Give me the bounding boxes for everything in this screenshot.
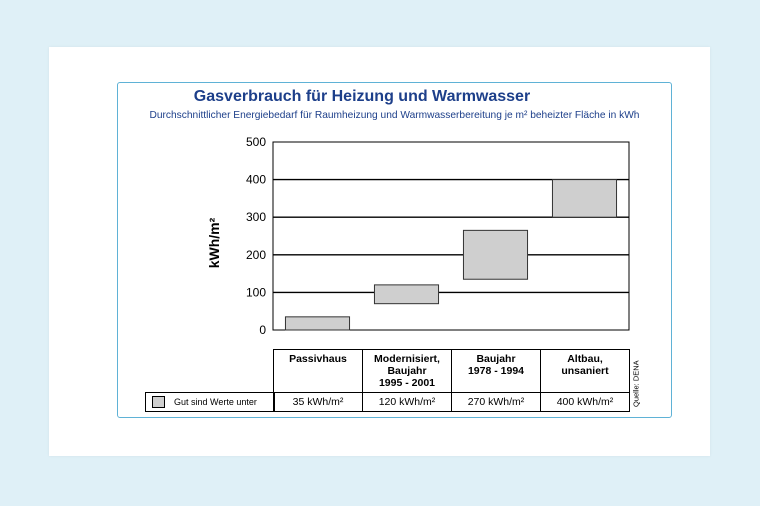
legend-cell [145, 392, 275, 412]
chart-subtitle: Durchschnittlicher Energiebedarf für Raumheizung und Warmwasserbereitung je m² beheizter Fläche in kWh [149, 110, 640, 121]
range-bar [552, 180, 616, 218]
chart-grid [273, 142, 629, 330]
plot-border [273, 142, 629, 330]
y-tick-label: 0 [259, 323, 266, 337]
range-bar [285, 317, 349, 330]
y-tick-label: 100 [245, 285, 266, 300]
y-axis-label: kWh/m² [206, 217, 222, 269]
category-cell: Modernisiert, Baujahr 1995 - 2001 [362, 349, 452, 393]
y-tick-label: 200 [245, 247, 266, 262]
y-axis-ticks [246, 135, 266, 337]
y-tick-label: 400 [245, 172, 266, 187]
good-value-cell: 35 kWh/m² [273, 392, 363, 412]
category-cell: Passivhaus [273, 349, 363, 393]
range-bar [463, 230, 527, 279]
category-cell: Altbau, unsaniert [540, 349, 630, 393]
category-cell: Baujahr 1978 - 1994 [451, 349, 541, 393]
range-bar [374, 285, 438, 304]
legend-label: Gut sind Werte unter [174, 397, 257, 407]
source-note: Quelle: DENA [631, 360, 641, 408]
good-value-cell: 120 kWh/m² [362, 392, 452, 412]
y-tick-label: 500 [245, 135, 266, 149]
legend-swatch [152, 396, 165, 408]
good-value-cell: 270 kWh/m² [451, 392, 541, 412]
chart-title: Gasverbrauch für Heizung und Warmwasser [193, 88, 531, 105]
y-tick-label: 300 [245, 210, 266, 225]
category-table [145, 349, 630, 412]
good-value-cell: 400 kWh/m² [540, 392, 630, 412]
